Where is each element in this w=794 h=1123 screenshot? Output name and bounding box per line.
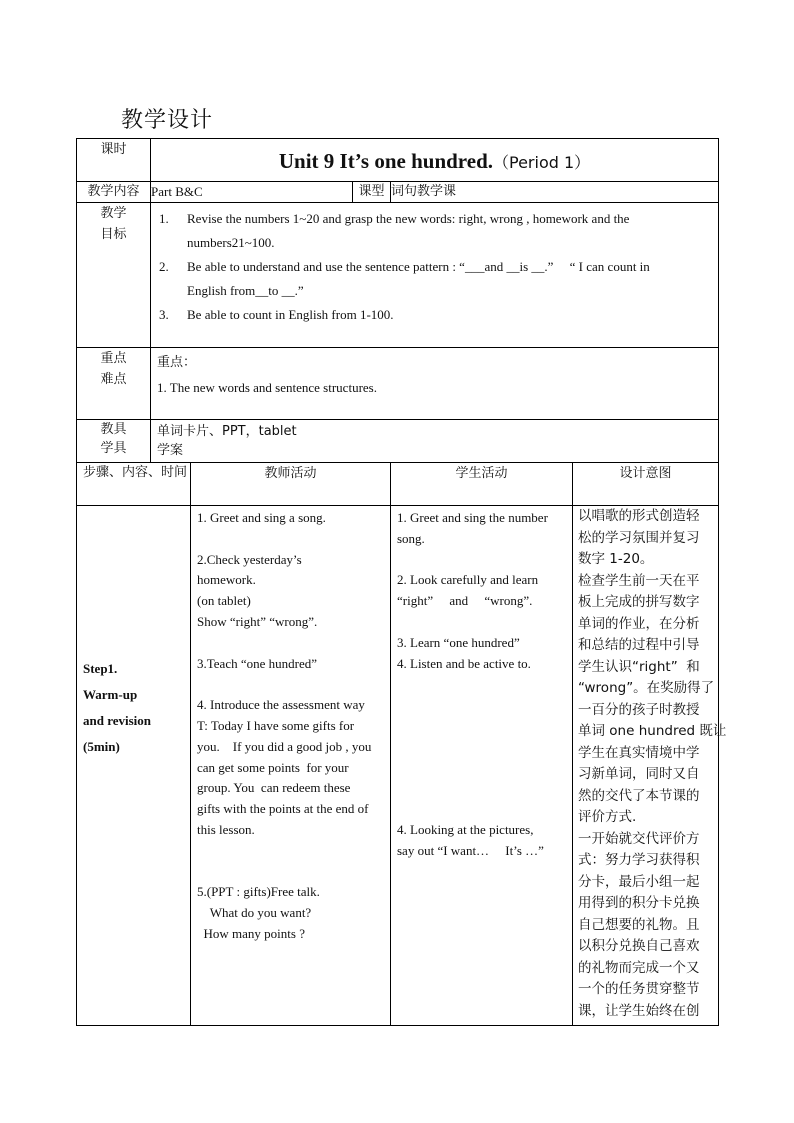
design-intent-list bbox=[573, 506, 727, 1022]
materials-row bbox=[77, 420, 719, 463]
key-points-item: 1. The new words and sentence structures. bbox=[157, 380, 377, 395]
design-intent-line: 用得到的积分卡兑换 bbox=[578, 895, 700, 911]
col-header-student: 学生活动 bbox=[391, 463, 573, 506]
teacher-activity-line bbox=[197, 529, 384, 550]
teacher-activity-line: 1. Greet and sing a song. bbox=[197, 510, 326, 525]
period-label: （Period 1） bbox=[493, 153, 591, 172]
teacher-activity-line bbox=[197, 862, 384, 883]
student-activity-line bbox=[397, 778, 566, 799]
student-activity-line: 2. Look carefully and learn bbox=[397, 572, 539, 588]
teacher-activity-line: Show “right” “wrong”. bbox=[197, 613, 318, 629]
student-activity-line: 4. Listen and be active to. bbox=[397, 655, 531, 671]
step1-row bbox=[77, 506, 719, 1026]
student-activity-cell bbox=[391, 506, 573, 1026]
student-activity-line bbox=[397, 550, 566, 571]
key-points-cell bbox=[151, 348, 719, 420]
student-activity-line bbox=[397, 799, 566, 820]
student-activity-line: 4. Looking at the pictures, bbox=[397, 821, 534, 837]
design-intent-line: 评价方式. bbox=[578, 809, 637, 825]
column-header-row bbox=[77, 463, 719, 506]
design-intent-line: 检查学生前一天在平 bbox=[578, 572, 700, 589]
objectives-label bbox=[77, 203, 151, 348]
objective-line: 3. Be able to count in English from 1-100. bbox=[159, 307, 394, 322]
key-points-label: 重点 难点 bbox=[77, 348, 151, 420]
teacher-activity-line: 5.(PPT : gifts)Free talk. bbox=[197, 884, 320, 900]
materials-line-1: 单词卡片、PPT，tablet bbox=[157, 424, 297, 439]
design-intent-line: 式：努力学习获得积 bbox=[578, 852, 700, 868]
key-points-heading: 重点： bbox=[157, 355, 197, 370]
design-intent-line: 分卡，最后小组一起 bbox=[578, 873, 700, 890]
col-header-step: 步骤、内容、时间 bbox=[77, 463, 191, 506]
student-activity-list bbox=[391, 506, 572, 864]
lesson-type-label: 课型 bbox=[353, 182, 391, 203]
teacher-activity-line: 2.Check yesterday’s bbox=[197, 551, 302, 567]
teacher-activity-line: group. You can redeem these bbox=[197, 780, 351, 796]
col-header-teacher: 教师活动 bbox=[191, 463, 391, 506]
materials-line-2: 学案 bbox=[157, 443, 184, 458]
design-intent-line: 数字 1-20。 bbox=[578, 551, 654, 567]
content-value: Part B&C bbox=[151, 182, 353, 203]
materials-cell bbox=[151, 420, 719, 463]
design-intent-line: 课，让学生始终在创 bbox=[578, 1002, 700, 1019]
col-header-design: 设计意图 bbox=[573, 463, 719, 506]
teacher-activity-line bbox=[197, 841, 384, 862]
student-activity-line bbox=[397, 716, 566, 737]
teacher-activity-line: (on tablet) bbox=[197, 593, 251, 609]
teacher-activity-line: How many points ? bbox=[197, 925, 305, 941]
design-intent-line: “wrong”。在奖励得了 bbox=[578, 680, 715, 696]
objective-line: 2. Be able to understand and use the sentence pattern : “___and __is __.” “ I can count in bbox=[159, 259, 650, 274]
student-activity-line bbox=[397, 695, 566, 716]
student-activity-line bbox=[397, 612, 566, 633]
student-activity-line: say out “I want… It’s …” bbox=[397, 842, 544, 858]
teacher-activity-line: T: Today I have some gifts for bbox=[197, 717, 355, 733]
design-intent-line: 和总结的过程中引导 bbox=[578, 637, 700, 653]
title-row bbox=[77, 139, 719, 182]
teacher-activity-line: What do you want? bbox=[197, 905, 312, 921]
objectives-cell bbox=[151, 203, 719, 348]
design-intent-line: 的礼物而完成一个又 bbox=[578, 959, 700, 976]
design-intent-line: 松的学习氛围并复习 bbox=[578, 529, 700, 546]
design-intent-cell bbox=[573, 506, 727, 1026]
student-activity-line bbox=[397, 674, 566, 695]
design-intent-line: 板上完成的拼写数字 bbox=[578, 594, 700, 610]
teacher-activity-line: you. If you did a good job , you bbox=[197, 738, 372, 754]
content-row bbox=[77, 182, 719, 203]
teacher-activity-cell bbox=[191, 506, 391, 1026]
student-activity-line: “right” and “wrong”. bbox=[397, 593, 533, 609]
lesson-type-value: 词句教学课 bbox=[391, 182, 719, 203]
lesson-plan-table bbox=[76, 138, 727, 1026]
design-intent-line: 学生在真实情境中学 bbox=[578, 744, 700, 761]
design-intent-line: 以积分兑换自己喜欢 bbox=[578, 938, 700, 954]
design-intent-line: 一百分的孩子时教授 bbox=[578, 701, 700, 718]
student-activity-line: 1. Greet and sing the number bbox=[397, 510, 548, 525]
student-activity-line bbox=[397, 758, 566, 779]
key-points-row bbox=[77, 348, 719, 420]
design-intent-line: 以唱歌的形式创造轻 bbox=[578, 508, 700, 524]
content-label: 教学内容 bbox=[77, 182, 151, 203]
design-intent-line: 单词的作业，在分析 bbox=[578, 615, 700, 632]
objective-line: 1. Revise the numbers 1~20 and grasp the new words: right, wrong , homework and the bbox=[159, 211, 630, 226]
design-intent-line: 然的交代了本节课的 bbox=[578, 787, 700, 804]
teacher-activity-list bbox=[191, 506, 390, 947]
design-intent-line: 一开始就交代评价方 bbox=[578, 830, 700, 847]
step1-label: Step1. Warm-up and revision (5min) bbox=[83, 661, 152, 754]
objectives-label-1: 教学 bbox=[100, 206, 127, 221]
student-activity-line: 3. Learn “one hundred” bbox=[397, 634, 520, 650]
design-intent-line: 单词 one hundred 既让 bbox=[578, 723, 727, 739]
teacher-activity-line bbox=[197, 633, 384, 654]
materials-label: 教具 学具 bbox=[77, 420, 151, 463]
unit-title: Unit 9 It’s one hundred. bbox=[278, 149, 493, 173]
student-activity-line: song. bbox=[397, 530, 425, 546]
step1-label-cell bbox=[77, 506, 191, 1026]
class-time-label: 课时 bbox=[77, 139, 151, 182]
design-intent-line: 习新单词，同时又自 bbox=[578, 766, 700, 782]
teacher-activity-line: homework. bbox=[197, 572, 256, 588]
student-activity-line bbox=[397, 737, 566, 758]
objectives-row bbox=[77, 203, 719, 348]
teacher-activity-line: this lesson. bbox=[197, 821, 255, 837]
teacher-activity-line: 3.Teach “one hundred” bbox=[197, 655, 318, 671]
objectives-label-2: 目标 bbox=[100, 227, 127, 242]
teacher-activity-line bbox=[197, 674, 384, 695]
unit-title-cell bbox=[151, 139, 719, 182]
design-intent-line: 学生认识“right” 和 bbox=[578, 658, 700, 675]
teacher-activity-line: 4. Introduce the assessment way bbox=[197, 697, 365, 713]
design-intent-line: 一个的任务贯穿整节 bbox=[578, 981, 700, 997]
objective-line: English from__to __.” bbox=[187, 283, 304, 298]
objective-line: numbers21~100. bbox=[187, 235, 275, 250]
teacher-activity-line: can get some points for your bbox=[197, 759, 349, 775]
design-intent-line: 自己想要的礼物。且 bbox=[578, 916, 700, 933]
objectives-list bbox=[151, 203, 718, 327]
document-title: 教学设计 bbox=[121, 108, 214, 133]
teacher-activity-line: gifts with the points at the end of bbox=[197, 801, 369, 817]
